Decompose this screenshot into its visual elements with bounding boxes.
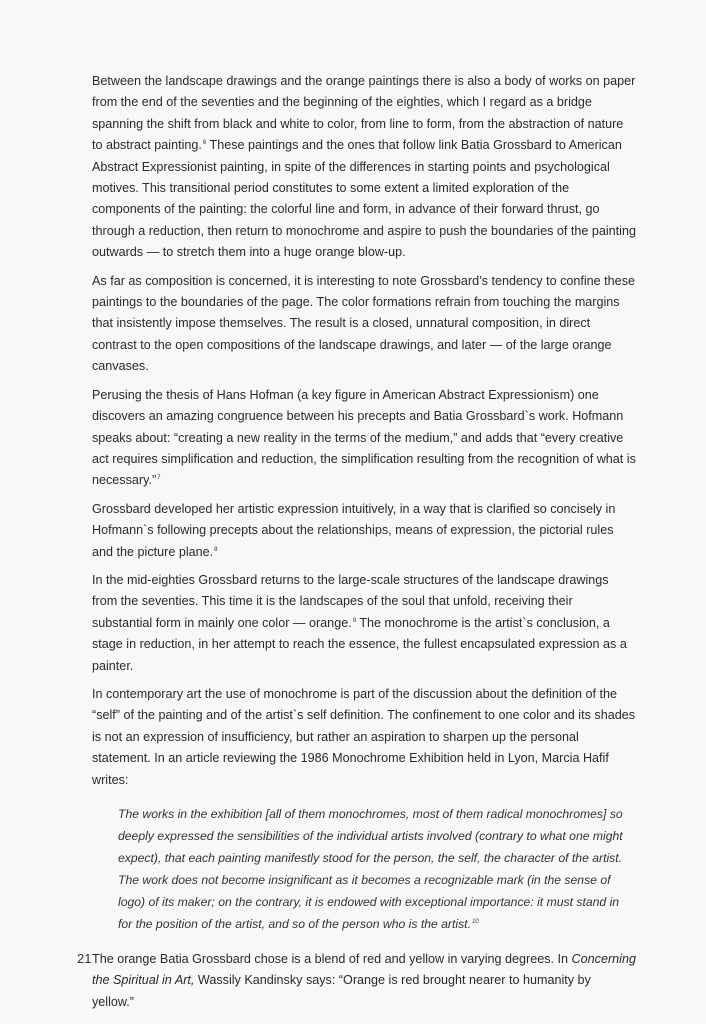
footnote-ref-10: 10: [471, 919, 479, 925]
paragraph-1: [92, 71, 636, 264]
footnote-ref-7: 7: [157, 475, 161, 482]
paragraph-2: [92, 271, 636, 378]
paragraph-3-text: Perusing the thesis of Hans Hofman (a key figure in American Abstract Expressionism) one discovers an amazing congruence between his precepts and Batia Grossbard`s work. Hofmann speaks about: “creating a new reality in the terms of the medium,” and adds that “every creative act requires simplification and reduction, the simplification resulting from the recognition of what is necessary.”: [92, 387, 636, 488]
block-quote-text: The works in the exhibition [all of them monochromes, most of them radical monochromes] so deeply expressed the sensibilities of the individual artists involved (contrary to what one might expect), that each painting manifestly stood for the person, the self, the character of the artist. The work does not become insignificant as it becomes a recognizable mark (in the sense of logo) of its maker; on the contrary, it is endowed with exceptional importance: it must stand in for the position of the artist, and so of the person who is the artist.: [118, 807, 623, 931]
footnote-ref-9: 9: [352, 617, 357, 624]
paragraph-5-text-cont: The monochrome is the artist`s conclusion, a stage in reduction, in her attempt to reach the essence, the fullest encapsulated expression as a painter.: [92, 615, 627, 673]
block-quote: [118, 803, 636, 935]
footnote-ref-8: 8: [214, 546, 218, 553]
book-title: Concerning the Spiritual in Art,: [92, 952, 636, 988]
paragraph-5: [92, 570, 636, 677]
body-text: [92, 71, 636, 1020]
paragraph-6-text: In contemporary art the use of monochrome is part of the discussion about the definition of the “self” of the painting and of the artist`s self definition. The confinement to one color and its shades is not an expression of insufficiency, but rather an aspiration to sharpen up the personal statement. In an article reviewing the 1986 Monochrome Exhibition held in Lyon, Marcia Hafif writes:: [92, 686, 636, 787]
closing-paragraph: [92, 949, 636, 1013]
closing-text-cont: Wassily Kandinsky says: “Orange is red brought nearer to humanity by yellow.”: [92, 973, 591, 1009]
paragraph-4: [92, 499, 636, 563]
closing-text: The orange Batia Grossbard chose is a blend of red and yellow in varying degrees. In: [92, 952, 572, 966]
footnote-ref-6: 6: [202, 140, 207, 147]
paragraph-1-text-cont: These paintings and the ones that follow link Batia Grossbard to American Abstract Expressionist painting, in spite of the differences in starting points and psychological motives. This transitional period constitutes to some extent a limited exploration of the components of the painting: the colorful line and form, in advance of their forward thrust, go through a reduction, then return to monochrome and aspire to push the boundaries of the painting outwards — to stretch them into a huge orange blow-up.: [92, 138, 636, 260]
paragraph-2-text: As far as composition is concerned, it is interesting to note Grossbard’s tendency to confine these paintings to the boundaries of the page. The color formations refrain from touching the margins that insistently impose themselves. The result is a closed, unnatural composition, in direct contrast to the open compositions of the landscape drawings, and later — of the large orange canvases.: [92, 273, 635, 374]
paragraph-5-text: In the mid-eighties Grossbard returns to the large-scale structures of the landscape drawings from the seventies. This time it is the landscapes of the soul that unfold, receiving their substantial form in mainly one color — orange.: [92, 572, 609, 630]
paragraph-3: [92, 385, 636, 492]
page-number: 21: [77, 951, 92, 966]
paragraph-4-text: Grossbard developed her artistic expression intuitively, in a way that is clarified so concisely in Hofmann`s following precepts about the relationships, means of expression, the pictorial rules and the picture plane.: [92, 501, 616, 559]
paragraph-6: [92, 684, 636, 791]
paragraph-1-text: Between the landscape drawings and the orange paintings there is also a body of works on paper from the end of the seventies and the beginning of the eighties, which I regard as a bridge spanning the shift from black and white to color, from line to form, from the abstraction of nature to abstract painting.: [92, 74, 636, 153]
